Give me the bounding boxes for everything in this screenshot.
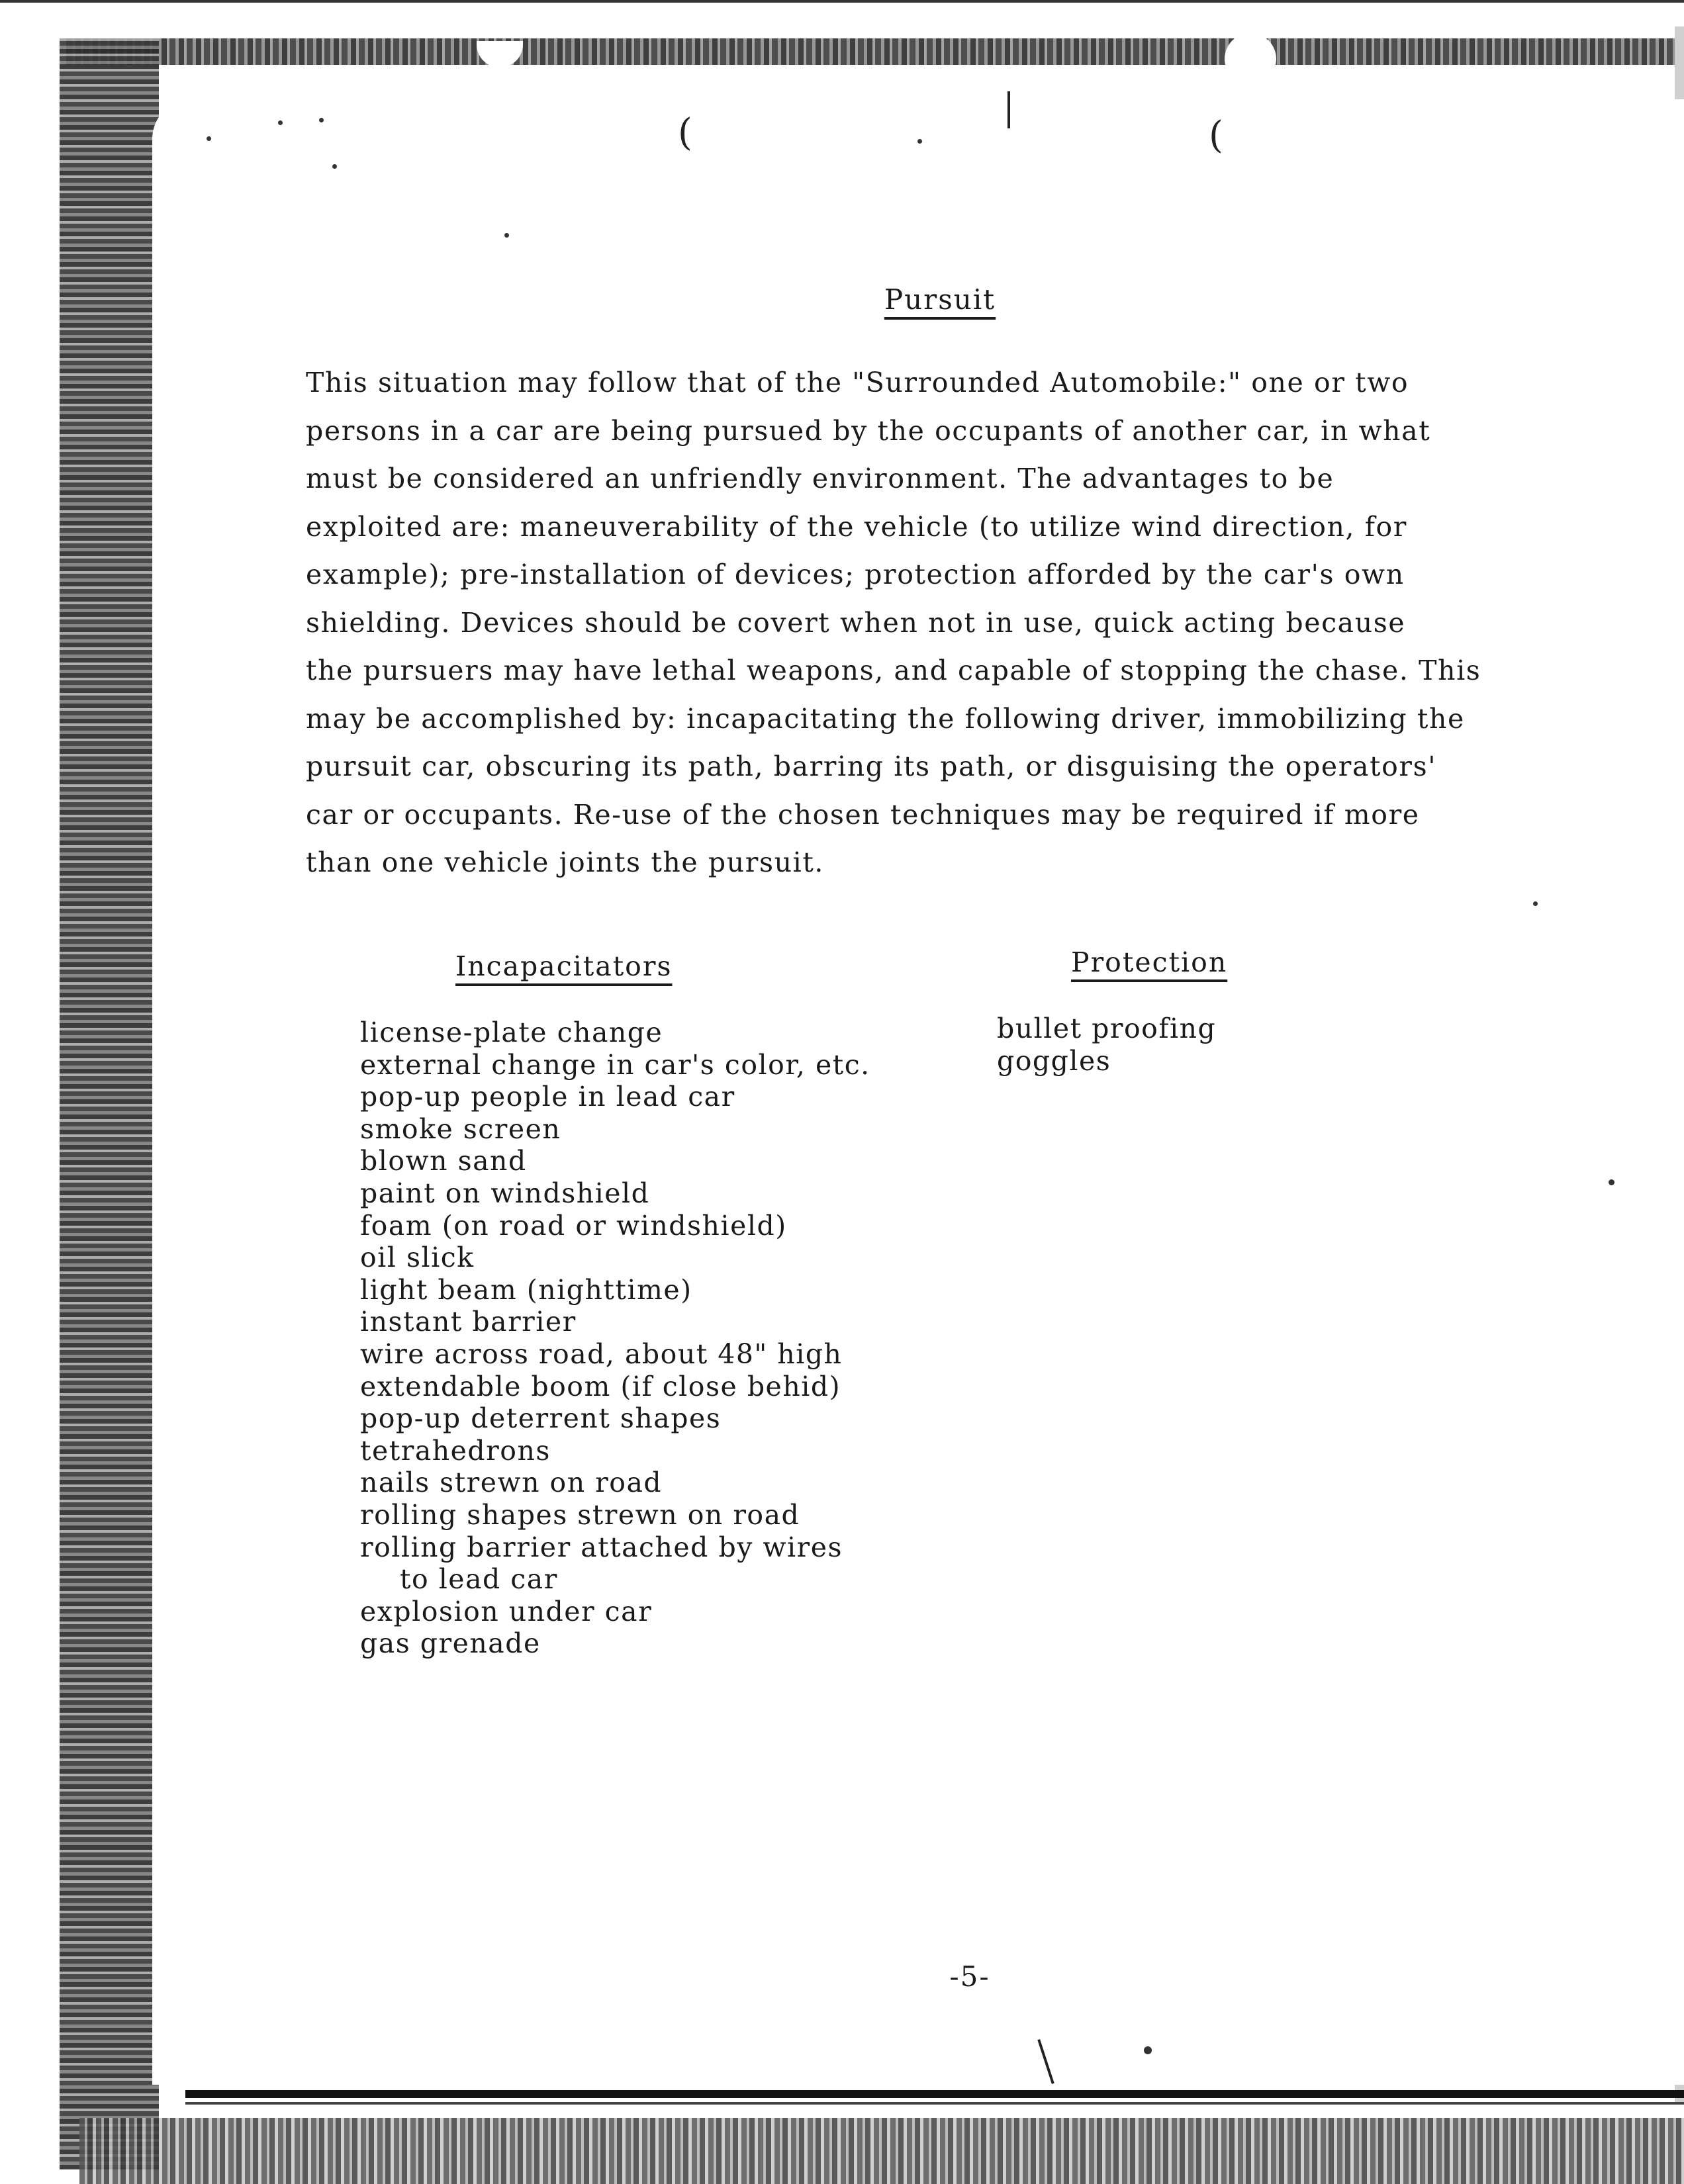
scan-speck — [504, 233, 509, 238]
scan-speck — [278, 120, 283, 125]
list-item: explosion under car — [360, 1595, 653, 1627]
list-item: extendable boom (if close behid) — [360, 1370, 841, 1402]
list-item: smoke screen — [360, 1113, 561, 1145]
list-item-continuation: to lead car — [400, 1563, 558, 1596]
body-paragraph — [306, 359, 1597, 887]
paragraph-line: example); pre-installation of devices; protection afforded by the car's own — [306, 559, 1405, 590]
paragraph-line: may be accomplished by: incapacitating the following driver, immobilizing the — [306, 702, 1465, 735]
scan-mark — [1007, 91, 1010, 128]
paragraph-line: car or occupants. Re-use of the chosen techniques may be required if more — [306, 798, 1420, 831]
punch-hole — [1225, 33, 1276, 85]
list-item: light beam (nighttime) — [360, 1273, 692, 1306]
scan-speck — [917, 139, 922, 144]
list-item: paint on windshield — [360, 1177, 650, 1209]
list-item: pop-up deterrent shapes — [360, 1402, 722, 1435]
list-item: instant barrier — [360, 1306, 577, 1338]
page-title: Pursuit — [884, 283, 996, 316]
protection-heading: Protection — [1071, 946, 1228, 978]
scan-bottom-rule — [185, 2102, 1684, 2105]
paragraph-line: than one vehicle joints the pursuit. — [306, 846, 825, 878]
incapacitators-list — [360, 1017, 870, 1660]
scan-bottom-shadow — [79, 2118, 1684, 2184]
list-item: goggles — [997, 1044, 1111, 1077]
paragraph-line: pursuit car, obscuring its path, barring its path, or disguising the operators' — [306, 751, 1437, 782]
list-item: gas grenade — [360, 1627, 541, 1660]
list-item: blown sand — [360, 1145, 527, 1177]
list-item: foam (on road or windshield) — [360, 1209, 787, 1242]
paragraph-line: shielding. Devices should be covert when not in use, quick acting because — [306, 606, 1406, 639]
scan-speck — [207, 136, 211, 141]
page-number: -5- — [949, 1960, 990, 1993]
list-item: bullet proofing — [997, 1013, 1217, 1044]
protection-list — [997, 1013, 1216, 1077]
list-item: tetrahedrons — [360, 1434, 551, 1467]
list-item: license-plate change — [360, 1017, 663, 1048]
scan-bottom-rule — [185, 2090, 1684, 2098]
list-item: nails strewn on road — [360, 1467, 663, 1499]
paragraph-line: exploited are: maneuverability of the vehicle (to utilize wind direction, for — [306, 510, 1408, 543]
scan-speck — [1609, 1179, 1614, 1185]
paragraph-line: must be considered an unfriendly environment. The advantages to be — [306, 463, 1334, 494]
scan-speck — [1144, 2046, 1152, 2054]
scan-speck — [319, 118, 324, 122]
list-item: wire across road, about 48" high — [360, 1338, 843, 1370]
scan-speck — [332, 164, 337, 169]
list-item: rolling shapes strewn on road — [360, 1498, 800, 1531]
scan-mark: ( — [678, 111, 692, 154]
incapacitators-heading: Incapacitators — [455, 950, 673, 982]
list-item: pop-up people in lead car — [360, 1081, 735, 1113]
list-item: rolling barrier attached by wires — [360, 1531, 843, 1563]
scan-speck — [1533, 901, 1538, 906]
paragraph-line: persons in a car are being pursued by the occupants of another car, in what — [306, 414, 1431, 447]
list-item: oil slick — [360, 1242, 475, 1274]
scan-left-shadow — [60, 38, 159, 2169]
list-item: external change in car's color, etc. — [360, 1048, 870, 1081]
scan-top-rule — [0, 0, 1684, 3]
paragraph-line: This situation may follow that of the "Surrounded Automobile:" one or two — [306, 367, 1409, 398]
paragraph-line: the pursuers may have lethal weapons, and capable of stopping the chase. This — [306, 655, 1481, 686]
scan-mark: ( — [1209, 114, 1223, 157]
scan-top-shadow — [66, 38, 1684, 65]
